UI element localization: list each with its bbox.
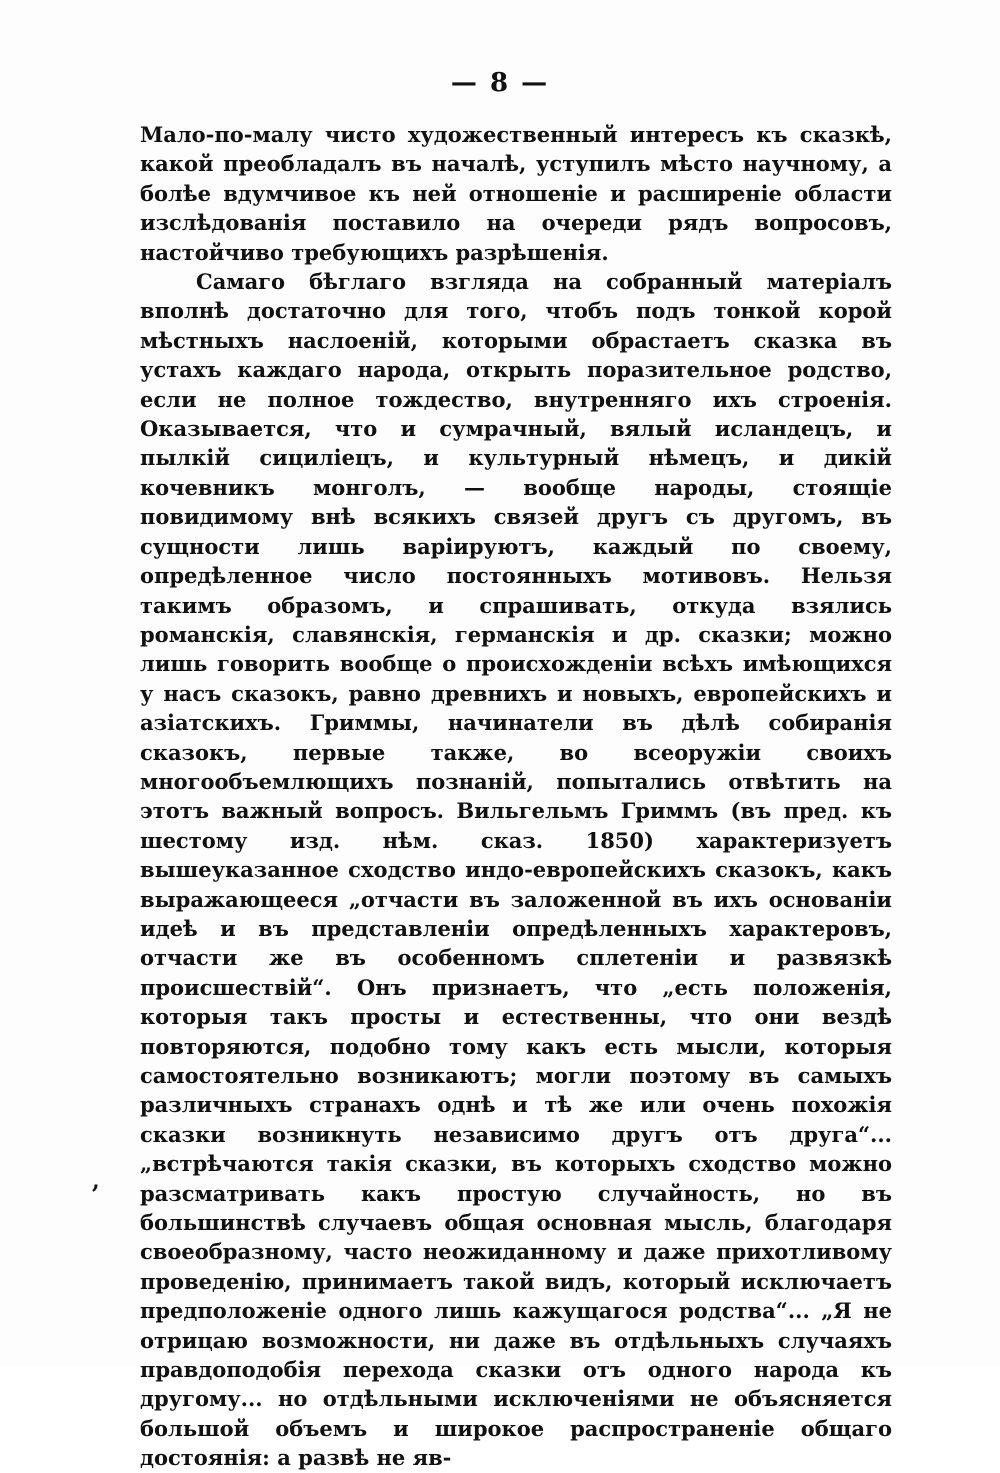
body-text — [140, 120, 892, 1473]
paragraph-2: Самаго бѣглаго взгляда на собранный матеріалъ вполнѣ достаточно для того, чтобъ подъ тонкой корой мѣстныхъ наслоеній, которыми обрастаетъ сказка въ устахъ каждаго народа, открыть поразительное родство, если не полное тождество, внутренняго ихъ строенія. Оказывается, что и сумрачный, вялый исландецъ, и пылкій сициліецъ, и культурный нѣмецъ, и дикій кочевникъ монголъ, — вообще народы, стоящіе повидимому внѣ всякихъ связей другъ съ другомъ, въ сущности лишь варіируютъ, каждый по своему, опредѣленное число постоянныхъ мотивовъ. Нельзя такимъ образомъ, и спрашивать, откуда взялись романскія, славянскія, германскія и др. сказки; можно лишь говорить вообще о происхожденіи всѣхъ имѣющихся у насъ сказокъ, равно древнихъ и новыхъ, европейскихъ и азіатскихъ. Гриммы, начинатели въ дѣлѣ собиранія сказокъ, первые также, во всеоружіи своихъ многообъемлющихъ познаній, попытались отвѣтить на этотъ важный вопросъ. Вильгельмъ Гриммъ (въ пред. къ шестому изд. нѣм. сказ. 1850) характеризуетъ вышеуказанное сходство индо-европейскихъ сказокъ, какъ выражающееся „отчасти въ заложенной въ ихъ основаніи идеѣ и въ представленіи опредѣленныхъ характеровъ, отчасти же въ особенномъ сплетеніи и развязкѣ происшествій“. Онъ признаетъ, что „есть положенія, которыя такъ просты и естественны, что они вездѣ повторяются, подобно тому какъ есть мысли, которыя самостоятельно возникаютъ; могли поэтому въ самыхъ различныхъ странахъ однѣ и тѣ же или очень похожія сказки возникнуть независимо другъ отъ друга“... „встрѣчаются такія сказки, въ которыхъ сходство можно разсматривать какъ простую случайность, но въ большинствѣ случаевъ общая основная мысль, благодаря своеобразному, часто неожиданному и даже прихотливому проведенію, принимаетъ такой видъ, который исключаетъ предположеніе одного лишь кажущагося родства“... „Я не отрицаю возможности, ни даже въ отдѣльныхъ случаяхъ правдоподобія перехода сказки отъ одного народа къ другому... но отдѣльными исключеніями не объясняется большой объемъ и широкое распространеніе общаго достоянія: а развѣ не яв- — [140, 269, 892, 1471]
paragraph-1: Мало-по-малу чисто художественный интересъ къ сказкѣ, какой преобладалъ въ началѣ, уступилъ мѣсто научному, а болѣе вдумчивое къ ней отношеніе и расширеніе области изслѣдованія поставило на очереди рядъ вопросовъ, настойчиво требующихъ разрѣшенія. — [140, 122, 892, 265]
page-number: — 8 — — [450, 68, 550, 98]
margin-mark: , — [92, 1168, 100, 1194]
